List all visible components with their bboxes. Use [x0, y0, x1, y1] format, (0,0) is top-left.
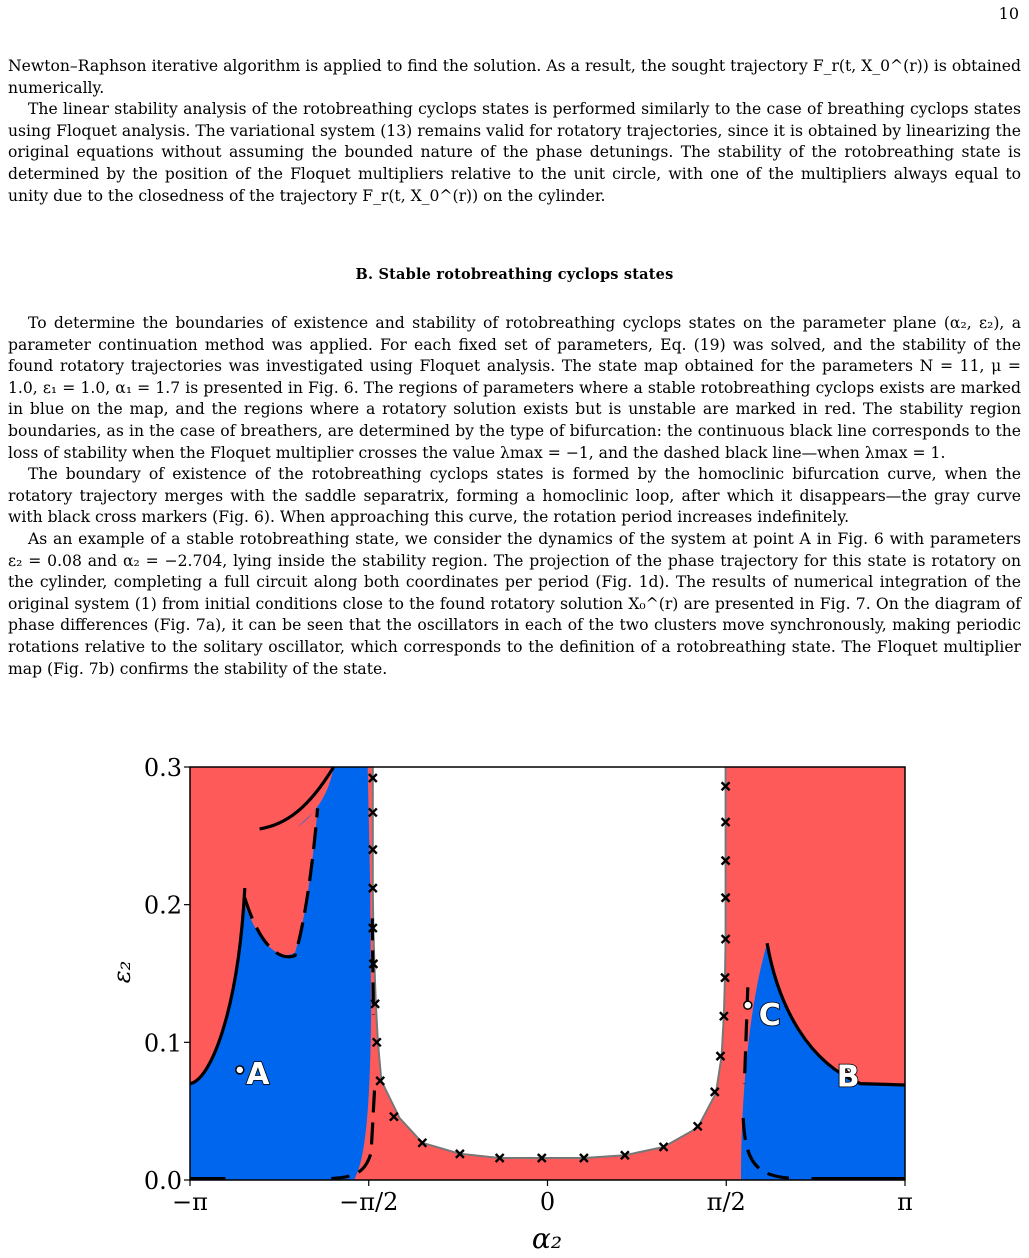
x-tick-label-1: −π/2	[339, 1188, 399, 1216]
body-text	[8, 313, 1021, 680]
y-tick-label-2: 0.2	[143, 891, 182, 920]
x-tick-label-0: −π	[172, 1188, 208, 1216]
y-tick-label-0: 0.0	[143, 1167, 182, 1195]
no-solution-region	[373, 767, 726, 1158]
page-number: 10	[998, 4, 1019, 23]
x-tick-label-3: π/2	[706, 1188, 746, 1216]
x-tick-label-2: 0	[539, 1188, 556, 1216]
point-a-label: A	[246, 1056, 270, 1092]
y-axis-label: ε₂	[108, 960, 136, 984]
x-axis-label: α₂	[531, 1222, 563, 1255]
intro-paragraph-1: Newton–Raphson iterative algorithm is applied to find the solution. As a result, the sought trajectory F_r(t, X_0^(r)) is obtained numerically.	[8, 57, 1021, 97]
y-tick-label-1: 0.1	[143, 1029, 182, 1058]
point-c-marker	[744, 1001, 752, 1009]
x-tick-label-4: π	[897, 1188, 913, 1216]
section-heading: B. Stable rotobreathing cyclops states	[355, 266, 674, 283]
plot-area	[190, 767, 905, 1180]
point-c-label: C	[758, 998, 781, 1034]
y-axis-ticks	[144, 754, 190, 1195]
y-tick-label-3: 0.3	[143, 754, 182, 782]
intro-text	[8, 56, 1021, 207]
x-axis-ticks	[172, 1180, 913, 1216]
body-paragraph-3: As an example of a stable rotobreathing state, we consider the dynamics of the system at point A in Fig. 6 with parameters ε₂ = 0.08 and α₂ = −2.704, lying inside the stability region. The projection of the phase trajectory for this state is rotatory on the cylinder, completing a full circuit along both coordinates per period (Fig. 1d). The results of numerical integration of the original system (1) from initial conditions close to the found rotatory solution X₀^(r) are presented in Fig. 7. On the diagram of phase differences (Fig. 7a), it can be seen that the oscillators in each of the two clusters move synchronously, making periodic rotations relative to the solitary oscillator, which corresponds to the definition of a rotobreathing state. The Floquet multiplier map (Fig. 7b) confirms the stability of the state.	[8, 529, 1021, 678]
point-a-marker	[236, 1066, 244, 1074]
body-paragraph-2: The boundary of existence of the rotobreathing cyclops states is formed by the homoclinic bifurcation curve, when the rotatory trajectory merges with the saddle separatrix, forming a homoclinic loop, after which it disappears—the gray curve with black cross markers (Fig. 6). When approaching this curve, the rotation period increases indefinitely.	[8, 465, 1021, 527]
body-paragraph-1: To determine the boundaries of existence and stability of rotobreathing cyclops states on the parameter plane (α₂, ε₂), a parameter continuation method was applied. For each fixed set of parameters, Eq. (19) was solved, and the stability of the found rotatory trajectories was investigated using Floquet analysis. The state map obtained for the parameters N = 11, μ = 1.0, ε₁ = 1.0, α₁ = 1.7 is presented in Fig. 6. The regions of parameters where a stable rotobreathing cyclops exists are marked in blue on the map, and the regions where a rotatory solution exists but is unstable are marked in red. The stability region boundaries, as in the case of breathers, are determined by the type of bifurcation: the continuous black line corresponds to the loss of stability when the Floquet multiplier crosses the value λmax = −1, and the dashed black line—when λmax = 1.	[8, 314, 1021, 462]
intro-paragraph-2: The linear stability analysis of the rotobreathing cyclops states is performed similarly to the case of breathing cyclops states using Floquet analysis. The variational system (13) remains valid for rotatory trajectories, since it is obtained by linearizing the original equations without assuming the bounded nature of the phase detunings. The stability of the rotobreathing state is determined by the position of the Floquet multipliers relative to the unit circle, with one of the multipliers always equal to unity due to the closedness of the trajectory F_r(t, X_0^(r)) on the cylinder.	[8, 100, 1021, 205]
figure-6-state-map	[100, 750, 940, 1255]
point-b-label: B	[836, 1059, 860, 1095]
